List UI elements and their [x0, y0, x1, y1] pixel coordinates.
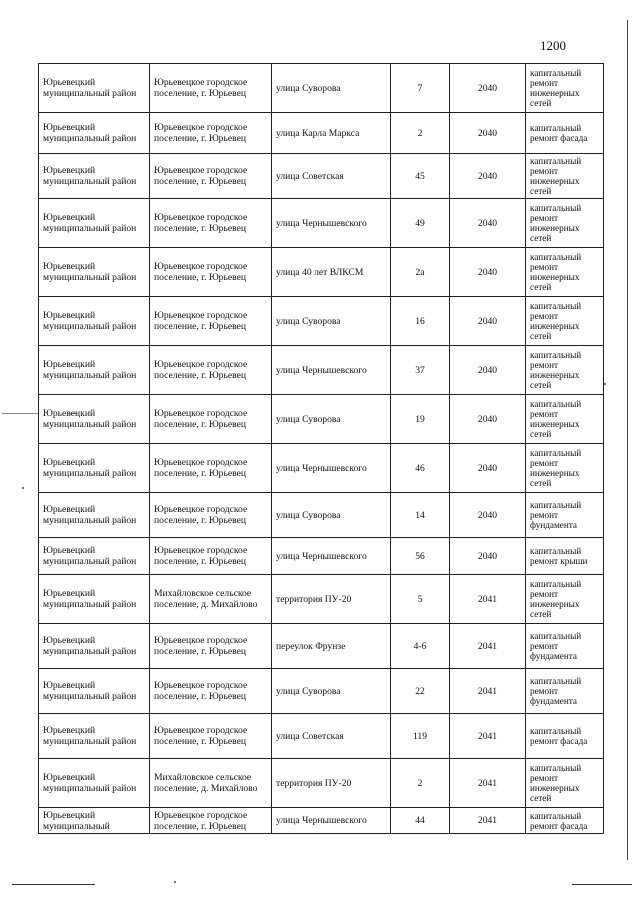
- municipality-cell: Юрьевецкий муниципальный район: [39, 199, 150, 248]
- table-row: [39, 297, 604, 346]
- street-cell: улица 40 лет ВЛКСМ: [272, 248, 391, 297]
- table-row: [39, 395, 604, 444]
- scan-speck: [604, 383, 606, 385]
- work-type-cell: капитальный ремонт инженерных сетей: [526, 248, 604, 297]
- house-number-cell: 37: [391, 346, 450, 395]
- table-row: [39, 346, 604, 395]
- settlement-cell: Юрьевецкое городское поселение, г. Юрьевец: [150, 493, 272, 538]
- table-row: [39, 575, 604, 624]
- house-number-cell: 7: [391, 64, 450, 113]
- house-number-cell: 46: [391, 444, 450, 493]
- footer-rule-right: [572, 884, 632, 885]
- house-number-cell: 2а: [391, 248, 450, 297]
- settlement-cell: Юрьевецкое городское поселение, г. Юрьевец: [150, 113, 272, 154]
- street-cell: улица Суворова: [272, 64, 391, 113]
- street-cell: улица Чернышевского: [272, 538, 391, 575]
- settlement-cell: Юрьевецкое городское поселение, г. Юрьевец: [150, 199, 272, 248]
- street-cell: улица Карла Маркса: [272, 113, 391, 154]
- settlement-cell: Юрьевецкое городское поселение, г. Юрьевец: [150, 714, 272, 759]
- work-type-cell: капитальный ремонт фундамента: [526, 624, 604, 669]
- work-type-cell: капитальный ремонт инженерных сетей: [526, 346, 604, 395]
- house-number-cell: 16: [391, 297, 450, 346]
- year-cell: 2040: [450, 199, 526, 248]
- table-row: [39, 154, 604, 199]
- scan-speck: [22, 487, 24, 489]
- street-cell: улица Суворова: [272, 493, 391, 538]
- street-cell: улица Чернышевского: [272, 808, 391, 834]
- work-type-cell: капитальный ремонт инженерных сетей: [526, 64, 604, 113]
- table-row: [39, 538, 604, 575]
- work-type-cell: капитальный ремонт инженерных сетей: [526, 154, 604, 199]
- municipality-cell: Юрьевецкий муниципальный район: [39, 538, 150, 575]
- municipality-cell: Юрьевецкий муниципальный район: [39, 113, 150, 154]
- table-row: [39, 199, 604, 248]
- table-row: [39, 248, 604, 297]
- table-row: [39, 669, 604, 714]
- work-type-cell: капитальный ремонт фасада: [526, 808, 604, 834]
- house-number-cell: 2: [391, 759, 450, 808]
- street-cell: улица Чернышевского: [272, 199, 391, 248]
- municipality-cell: Юрьевецкий муниципальный район: [39, 346, 150, 395]
- footer-rule-left: [12, 884, 95, 885]
- municipality-cell: Юрьевецкий муниципальный район: [39, 624, 150, 669]
- house-number-cell: 44: [391, 808, 450, 834]
- municipality-cell: Юрьевецкий муниципальный район: [39, 248, 150, 297]
- house-number-cell: 119: [391, 714, 450, 759]
- house-number-cell: 49: [391, 199, 450, 248]
- street-cell: улица Суворова: [272, 297, 391, 346]
- page-right-edge-rule: [627, 20, 628, 860]
- work-type-cell: капитальный ремонт инженерных сетей: [526, 395, 604, 444]
- street-cell: улица Советская: [272, 714, 391, 759]
- municipality-cell: Юрьевецкий муниципальный район: [39, 297, 150, 346]
- street-cell: территория ПУ-20: [272, 759, 391, 808]
- house-number-cell: 45: [391, 154, 450, 199]
- settlement-cell: Юрьевецкое городское поселение, г. Юрьевец: [150, 444, 272, 493]
- year-cell: 2041: [450, 624, 526, 669]
- municipality-cell: Юрьевецкий муниципальный район: [39, 154, 150, 199]
- municipality-cell: Юрьевецкий муниципальный район: [39, 575, 150, 624]
- work-type-cell: капитальный ремонт крыши: [526, 538, 604, 575]
- municipality-cell: Юрьевецкий муниципальный район: [39, 759, 150, 808]
- table-row: [39, 444, 604, 493]
- year-cell: 2040: [450, 538, 526, 575]
- table-row: [39, 759, 604, 808]
- year-cell: 2040: [450, 346, 526, 395]
- house-number-cell: 19: [391, 395, 450, 444]
- house-number-cell: 22: [391, 669, 450, 714]
- work-type-cell: капитальный ремонт фундамента: [526, 669, 604, 714]
- street-cell: улица Суворова: [272, 395, 391, 444]
- table-row: [39, 624, 604, 669]
- settlement-cell: Юрьевецкое городское поселение, г. Юрьевец: [150, 669, 272, 714]
- year-cell: 2040: [450, 113, 526, 154]
- settlement-cell: Юрьевецкое городское поселение, г. Юрьевец: [150, 808, 272, 834]
- settlement-cell: Михайловское сельское поселение, д. Михайлово: [150, 575, 272, 624]
- municipality-cell: Юрьевецкий муниципальный район: [39, 714, 150, 759]
- capital-repair-table: [38, 63, 604, 834]
- table-body: [39, 64, 604, 834]
- municipality-cell: Юрьевецкий муниципальный район: [39, 395, 150, 444]
- work-type-cell: капитальный ремонт инженерных сетей: [526, 297, 604, 346]
- municipality-cell: Юрьевецкий муниципальный район: [39, 64, 150, 113]
- year-cell: 2040: [450, 395, 526, 444]
- house-number-cell: 4-6: [391, 624, 450, 669]
- street-cell: улица Чернышевского: [272, 346, 391, 395]
- year-cell: 2040: [450, 444, 526, 493]
- work-type-cell: капитальный ремонт инженерных сетей: [526, 759, 604, 808]
- settlement-cell: Юрьевецкое городское поселение, г. Юрьевец: [150, 538, 272, 575]
- settlement-cell: Юрьевецкое городское поселение, г. Юрьевец: [150, 624, 272, 669]
- street-cell: улица Чернышевского: [272, 444, 391, 493]
- table-row: [39, 493, 604, 538]
- settlement-cell: Юрьевецкое городское поселение, г. Юрьевец: [150, 346, 272, 395]
- municipality-cell: Юрьевецкий муниципальный: [39, 808, 150, 834]
- year-cell: 2040: [450, 248, 526, 297]
- year-cell: 2040: [450, 64, 526, 113]
- street-cell: улица Советская: [272, 154, 391, 199]
- work-type-cell: капитальный ремонт фундамента: [526, 493, 604, 538]
- street-cell: улица Суворова: [272, 669, 391, 714]
- settlement-cell: Юрьевецкое городское поселение, г. Юрьевец: [150, 64, 272, 113]
- page-number: 1200: [540, 38, 566, 53]
- work-type-cell: капитальный ремонт фасада: [526, 714, 604, 759]
- municipality-cell: Юрьевецкий муниципальный район: [39, 444, 150, 493]
- settlement-cell: Юрьевецкое городское поселение, г. Юрьевец: [150, 154, 272, 199]
- table-row: [39, 64, 604, 113]
- year-cell: 2041: [450, 669, 526, 714]
- street-cell: территория ПУ-20: [272, 575, 391, 624]
- year-cell: 2041: [450, 575, 526, 624]
- settlement-cell: Михайловское сельское поселение, д. Михайлово: [150, 759, 272, 808]
- house-number-cell: 2: [391, 113, 450, 154]
- settlement-cell: Юрьевецкое городское поселение, г. Юрьевец: [150, 297, 272, 346]
- margin-mark: [2, 413, 38, 414]
- house-number-cell: 56: [391, 538, 450, 575]
- settlement-cell: Юрьевецкое городское поселение, г. Юрьевец: [150, 248, 272, 297]
- year-cell: 2040: [450, 154, 526, 199]
- scan-speck: [174, 881, 176, 883]
- house-number-cell: 14: [391, 493, 450, 538]
- work-type-cell: капитальный ремонт инженерных сетей: [526, 199, 604, 248]
- street-cell: переулок Фрунзе: [272, 624, 391, 669]
- work-type-cell: капитальный ремонт фасада: [526, 113, 604, 154]
- municipality-cell: Юрьевецкий муниципальный район: [39, 669, 150, 714]
- year-cell: 2040: [450, 493, 526, 538]
- settlement-cell: Юрьевецкое городское поселение, г. Юрьевец: [150, 395, 272, 444]
- year-cell: 2041: [450, 714, 526, 759]
- table-row: [39, 113, 604, 154]
- table-row: [39, 714, 604, 759]
- year-cell: 2041: [450, 808, 526, 834]
- work-type-cell: капитальный ремонт инженерных сетей: [526, 575, 604, 624]
- year-cell: 2040: [450, 297, 526, 346]
- year-cell: 2041: [450, 759, 526, 808]
- work-type-cell: капитальный ремонт инженерных сетей: [526, 444, 604, 493]
- table-row: [39, 808, 604, 834]
- house-number-cell: 5: [391, 575, 450, 624]
- municipality-cell: Юрьевецкий муниципальный район: [39, 493, 150, 538]
